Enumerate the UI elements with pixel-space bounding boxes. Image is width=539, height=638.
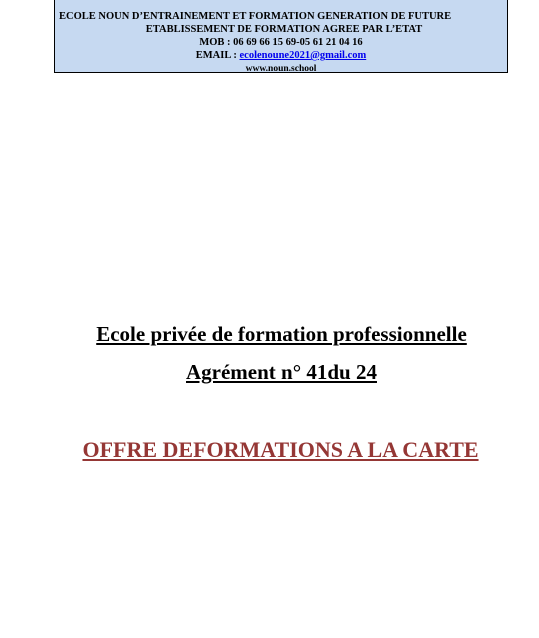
agreement-line: ETABLISSEMENT DE FORMATION AGREE PAR L’ETAT [145, 24, 423, 35]
agreement-number [12, 360, 539, 385]
email-link[interactable]: ecolenoune2021@gmail.com [239, 50, 367, 61]
offer-heading [11, 437, 539, 463]
website: www.noun.school [245, 64, 317, 74]
letterhead-box [54, 0, 508, 73]
email-line [55, 50, 507, 63]
document-title-text: Ecole privée de formation professionnelle [96, 322, 467, 346]
document-title [12, 322, 539, 347]
phone-numbers: MOB : 06 69 66 15 69-05 61 21 04 16 [199, 37, 363, 48]
offer-heading-text: OFFRE DEFORMATIONS A LA CARTE [82, 437, 479, 462]
agreement-number-text: Agrément n° 41du 24 [186, 360, 377, 384]
school-name: ECOLE NOUN D’ENTRAINEMENT ET FORMATION GENERATION DE FUTURE [59, 11, 452, 22]
email-label: EMAIL : [195, 50, 240, 61]
